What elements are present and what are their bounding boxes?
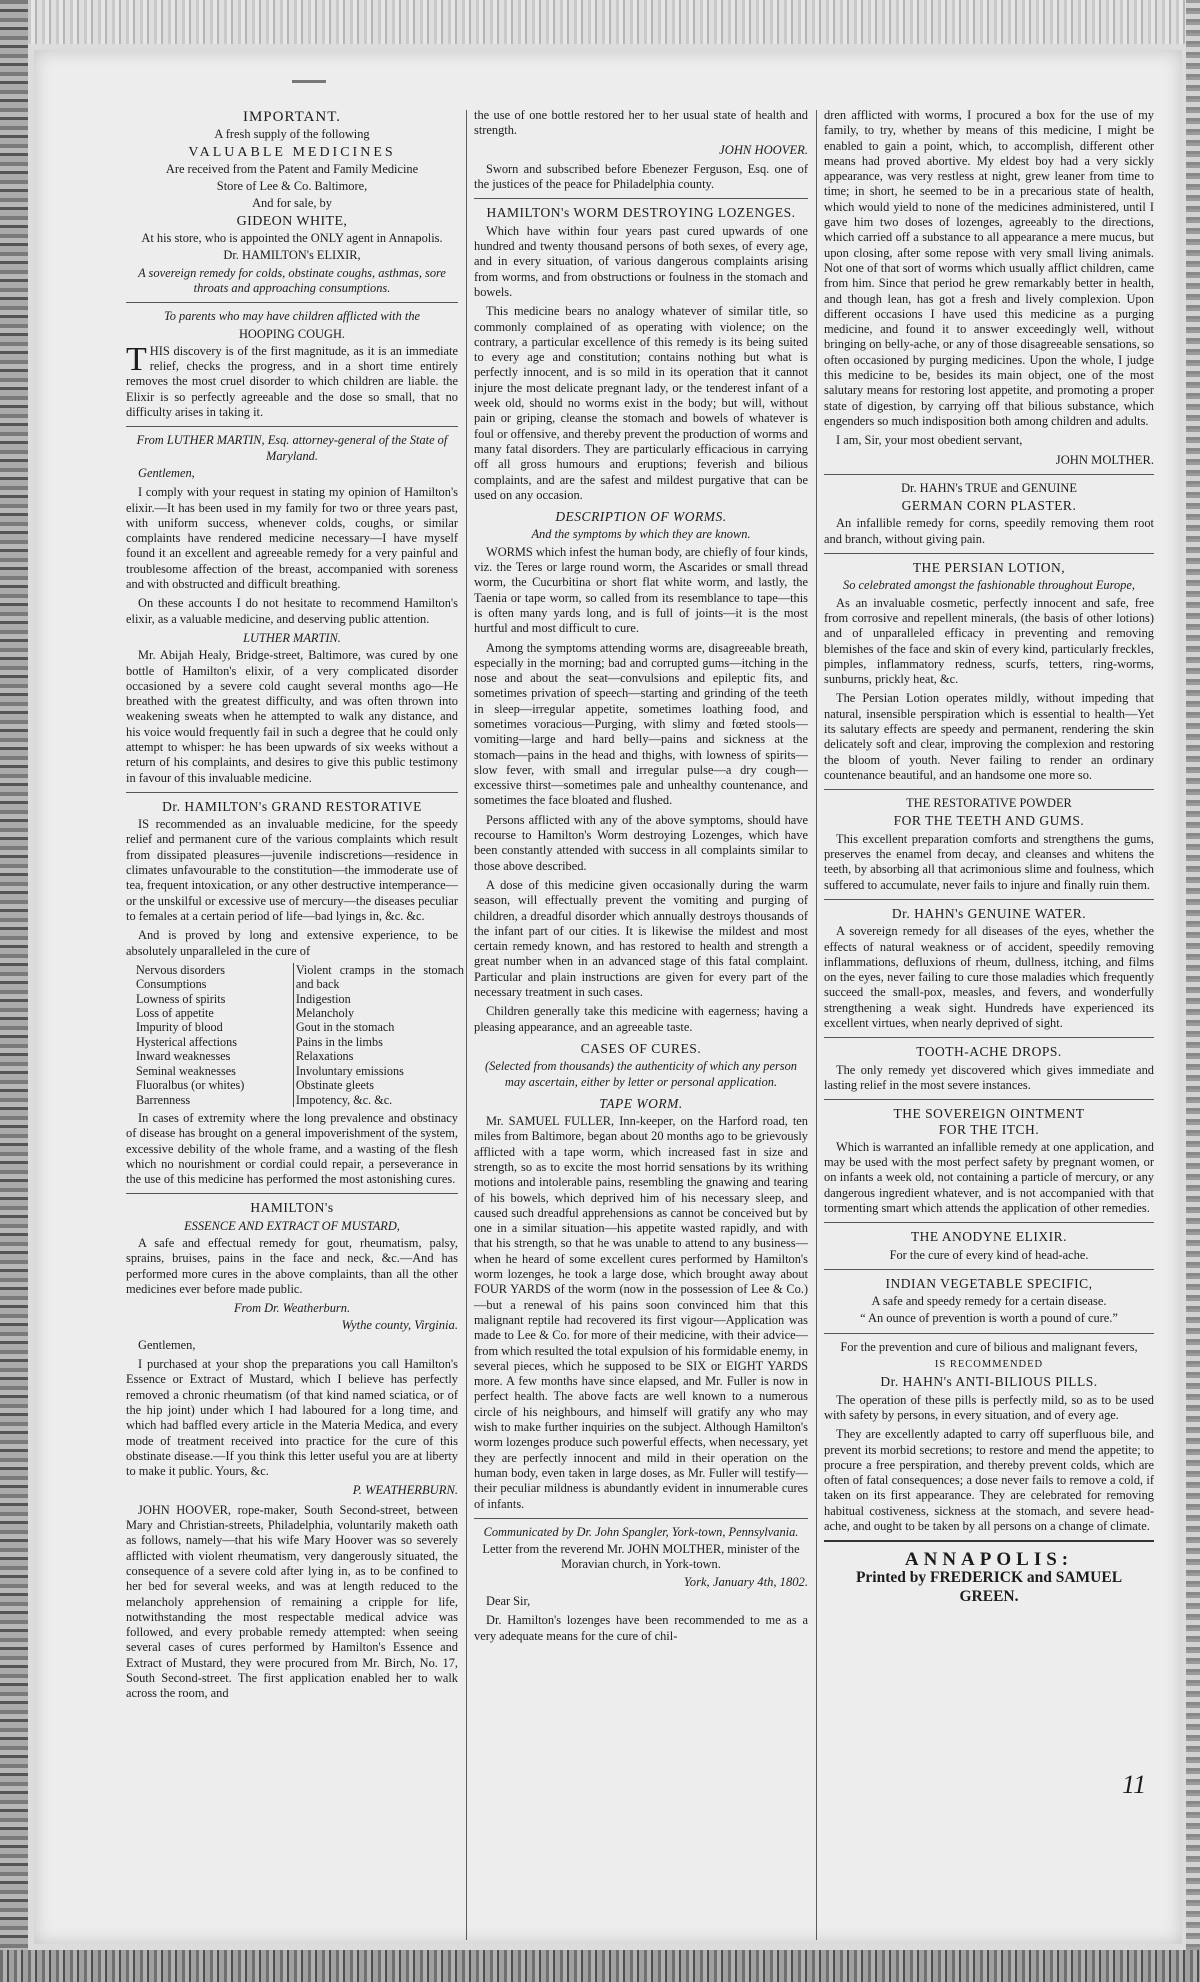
- description-of-worms-heading: DESCRIPTION OF WORMS.: [555, 509, 727, 525]
- cure-item: Seminal weaknesses: [136, 1063, 236, 1078]
- cure-item: Melancholy: [295, 1006, 355, 1021]
- hoover-affidavit-continued: the use of one bottle restored her to her usual state of health and strength.: [474, 108, 808, 138]
- persian-lotion-subheading: So celebrated amongst the fashionable throughout Europe,: [843, 578, 1135, 593]
- divider: [126, 302, 458, 303]
- divider: [824, 1540, 1154, 1542]
- divider: [824, 553, 1154, 554]
- persian-lotion-heading: THE PERSIAN LOTION,: [912, 560, 1066, 576]
- cure-item: Involuntary emissions: [295, 1063, 404, 1078]
- worm-text: This medicine bears no analogy whatever of similar title, so commonly complained of as operating with violence; on the contrary, a particular excellence of this remedy is its being suited to every age and constitution; contains nothing but what is perfectly innocent, and is so mild in its operation that it cannot injure the most delicate pregnant lady, or the tenderest infant of a week old, should no worms exist in the body; but will, without pain or griping, cleanse the stomach and bowels of whatever is foul or offensive, and thereby prevent the production of worms and many fatal disorders. They are particularly efficacious in carrying off all gross humours and eruptions; feverish and bilious complaints, and are the safest and mildest purgative that can be used on any occasion.: [474, 304, 808, 502]
- hooping-cough-heading: HOOPING COUGH.: [238, 326, 345, 341]
- page-edge-bottom: [0, 1950, 1200, 1982]
- ad-line: A fresh supply of the following: [214, 127, 370, 142]
- parents-note: To parents who may have children afflicted with the: [163, 309, 421, 324]
- mustard-subheading: ESSENCE AND EXTRACT OF MUSTARD,: [184, 1218, 400, 1233]
- divider: [824, 474, 1154, 475]
- salutation: Gentlemen,: [138, 1337, 196, 1352]
- cure-item: Relaxations: [295, 1049, 354, 1064]
- cure-item: Pains in the limbs: [295, 1034, 383, 1049]
- pills-text: They are excellently adapted to carry off superfluous bile, and prevent its morbid secretions; to restore and mend the appetite; to procure a free perspiration, and thereby prevent colds, which are often of fatal consequences; a dose never fails to remove a cold, if taken on its first appearance. They are celebrated for removing habitual costiveness, sickness at the stomach, and severe head-ache, and ought to be taken by all persons on a change of climate.: [824, 1427, 1154, 1534]
- genuine-water-heading: Dr. HAHN's GENUINE WATER.: [891, 905, 1087, 921]
- imprint-printer: Printed by FREDERICK and SAMUEL: [855, 1568, 1123, 1586]
- divider: [824, 1333, 1154, 1334]
- ad-line: Are received from the Patent and Family Medicine: [165, 161, 419, 176]
- divider: [824, 789, 1154, 790]
- page-edge-right: [1186, 0, 1200, 1982]
- cure-item: Obstinate gleets: [295, 1078, 375, 1093]
- cure-item: Indigestion: [295, 991, 351, 1006]
- powder-text: This excellent preparation comforts and strengthens the gums, preserves the enamel from decay, and cleanses and whitens the teeth, by absorbing all that acrimonious slime and foulness, which suffered to accumulate, never fails to injure and finally ruin them.: [824, 831, 1154, 892]
- drop-cap: T: [126, 340, 147, 378]
- divider: [824, 1269, 1154, 1270]
- powder-preheading: THE RESTORATIVE POWDER: [906, 796, 1072, 811]
- cure-item: Inward weaknesses: [136, 1049, 231, 1064]
- healy-testimonial: Mr. Abijah Healy, Bridge-street, Baltimore, was cured by one bottle of Hamilton's elixir, of a very complicated disorder occasioned by a severe cold caught several months ago—He breathed with the greatest difficulty, and was often thrown into weakening sweats when he attempted to walk any distance, and his voice would frequently fail in such a degree that he could only attempt to whisper: he has been upwards of six weeks without a return of his complaints, and desires to give this public testimony in favour of this invaluable medicine.: [126, 648, 458, 785]
- martin-letter: I comply with your request in stating my opinion of Hamilton's elixir.—It has been used in my family for two or three years past, with uniform success, whenever colds, coughs, or similar complaints have rendered medicine necessary—I have myself found it an excellent and agreeable remedy for a very painful and troublesome affection of the breast, accompanied with soreness and with obstructed and difficult breathing.: [126, 485, 458, 592]
- indian-specific-heading: INDIAN VEGETABLE SPECIFIC,: [885, 1275, 1093, 1291]
- worms-description: WORMS which infest the human body, are chiefly of four kinds, viz. the Teres or large round worm, the Ascarides or small thread worm, the Cucurbitina or short flat white worm, and lastly, the Taenia or tape worm, so called from its resemblance to tape—this is often many yards long, and is full of joints—it is the most hurtful and most difficult to cure.: [474, 544, 808, 636]
- cure-item: Nervous disorders: [136, 962, 226, 977]
- molther-letter-continued: dren afflicted with worms, I procured a box for the use of my family, to try, whether by means of this medicine, I might be enabled to gain a point, which, to accomplish, different other means had proved abortive. My eldest boy had a very sickly appearance, was very restless at night, grew leaner from time to time; in short, he seemed to be in a precarious state of health, which would yield to none of the medicines administered, until I gave him two doses of lozenges, agreeably to the directions, which carried off a substance to all appearance a mere mucus, but upon closing, after some repose with very small living animals. Not one of that sort of worms which usually afflict children, came from him. Since that period he grew remarkably better in health, and though lean, has got a fresh and lively complexion. Upon different occasions I have used this medicine as a purging medicine, and found it to answer exceedingly well, without bringing on belly-ache, or any of those disagreeable sensations, so often occasioned by purging medicines. Upon the whole, I judge this medicine to be, besides its main object, one of the most salutary means for restoring lost appetite, and promoting a proper state of digestion, by carrying off that bilious substance, which engenders so much indisposition both among children and adults.: [824, 108, 1154, 428]
- cure-item: Hysterical affections: [136, 1034, 237, 1049]
- hoover-signature: JOHN HOOVER.: [719, 142, 808, 157]
- seller-name: GIDEON WHITE,: [236, 213, 348, 229]
- valuable-medicines-heading: VALUABLE MEDICINES: [188, 144, 396, 160]
- persian-lotion-text: As an invaluable cosmetic, perfectly innocent and safe, free from corrosive and repellent minerals, (the basis of other lotions) and of unparalleled efficacy in preventing and removing blemishes of the face and skin of every kind, particularly freckles, pimples, inflammatory redness, scurfs, tetters, ring-worms, sunburns, prickly heat, &c.: [824, 595, 1154, 687]
- cures-table: [134, 963, 466, 1107]
- indian-specific-text: A safe and speedy remedy for a certain disease.: [871, 1294, 1107, 1309]
- pills-text: The operation of these pills is perfectly mild, so as to be used with safety by persons, in every situation, and of every age.: [824, 1392, 1154, 1422]
- salutation: Gentlemen,: [138, 465, 195, 480]
- cure-item: Lowness of spirits: [136, 991, 226, 1006]
- weatherburn-signature: P. WEATHERBURN.: [352, 1483, 458, 1498]
- persian-lotion-text: The Persian Lotion operates mildly, without impeding that natural, insensible perspiration which is essential to health—Yet its salutary effects are speedy and permanent, rendering the skin delicately soft and clear, improving the complexion and restoring the bloom of youth. Never failing to render an ordinary countenance beautiful, and an handsome one more so.: [824, 691, 1154, 782]
- column-rule-right: [816, 110, 817, 1940]
- hooping-paragraph: [126, 340, 458, 420]
- restorative-text: And is proved by long and extensive experience, to be absolutely unparalleled in the cure of: [126, 928, 458, 958]
- corn-plaster-heading: GERMAN CORN PLASTER.: [901, 498, 1077, 514]
- ointment-text: Which is warranted an infallible remedy at one application, and may be used with the most perfect safety by pregnant women, or on infants a week old, not containing a particle of mercury, or any dangerous ingredient whatever, and is not accompanied with that tormenting smart which attends the application of other remedies.: [824, 1139, 1154, 1215]
- sworn-statement: Sworn and subscribed before Ebenezer Ferguson, Esq. one of the justices of the peace for Philadelphia county.: [474, 161, 808, 192]
- divider: [824, 1099, 1154, 1100]
- page-edge-top: [0, 0, 1200, 44]
- elixir-heading: Dr. HAMILTON's ELIXIR,: [223, 248, 361, 263]
- letter-date: York, January 4th, 1802.: [683, 1574, 808, 1589]
- molther-signature: JOHN MOLTHER.: [1055, 452, 1154, 467]
- molther-letter: Dr. Hamilton's lozenges have been recommended to me as a very adequate means for the cure of chil-: [474, 1613, 808, 1643]
- restorative-heading: Dr. HAMILTON's GRAND RESTORATIVE: [162, 798, 422, 814]
- cure-item: Consumptions: [136, 977, 207, 992]
- tooth-ache-heading: TOOTH-ACHE DROPS.: [916, 1044, 1062, 1060]
- cases-heading: CASES OF CURES.: [580, 1040, 702, 1056]
- hoover-affidavit: JOHN HOOVER, rope-maker, South Second-street, between Mary and Christian-streets, Philadelphia, voluntarily maketh oath as follows, namely—that his wife Mary Hoover was so severely afflicted with violent rheumatism, very dangerously situated, the consequence of a severe cold after lying in, as to be confined to her bed for several weeks, and was at length reduced to the melancholy apprehension of remaining a cripple for life, notwithstanding the most respectable medical advice was followed, and every probable remedy attempted: when seeing several cases of cures performed by Hamilton's Essence and Extract of Mustard, they were procured from Mr. Birch, No. 17, South Second-street. The first application enabled her to walk across the room, and: [126, 1502, 458, 1701]
- handwritten-page-mark: 11: [1122, 1770, 1147, 1799]
- ointment-heading: FOR THE ITCH.: [938, 1121, 1040, 1137]
- worms-description: Children generally take this medicine with eagerness; having a pleasing appearance, and an agreeable taste.: [474, 1004, 808, 1034]
- column-3: [824, 108, 1154, 1606]
- mustard-text: A safe and effectual remedy for gout, rheumatism, palsy, sprains, bruises, pains in the face and neck, &c.—And has performed more cures in the above complaints, than all the other medicines ever before made public.: [126, 1235, 458, 1296]
- tape-worm-case: Mr. SAMUEL FULLER, Inn-keeper, on the Harford road, ten miles from Baltimore, began about 20 months ago to be grievously afflicted with a tape worm, which increased fast in size and strength, so as to excite the most horrid sensations by its writhing motions and intolerable pains, resembling the gnawing and tearing of his bowels, which deprived him of his necessary sleep, and caused such dreadful apprehensions as cannot be conceived but by one in a similar situation—his appetite wasted rapidly, and with that his strength, so that he was unable to attend to any business—when he heard of some excellent cures performed by Hamilton's worm lozenges, he took a large dose, which brought away about FOUR YARDS of the worm (now in the possession of Lee & Co.)—but a renewal of his pains soon convinced him that this malignant reptile had recovered its first vigour—Application was made to Lee & Co. for more of their medicine, with their advice—from which resulted the total expulsion of his formidable enemy, in several pieces, which he supposed to be SIX or EIGHT YARDS more. A few months have since elapsed, and Mr. Fuller is now in perfect health. The above facts are well known to a numerous circle of his neighbours, and himself will gratify any who may wish to make further inquiries on the subject. Although Hamilton's worm lozenges produce such powerful effects, when necessary, yet they are perfectly innocent and mild in their operation on the human body, even taken in large doses, as Mr. Fuller will testify—their peculiar mildness is abundantly evident in innumerable cures of infants.: [474, 1114, 809, 1511]
- salutation: Dear Sir,: [486, 1594, 531, 1609]
- ointment-heading: THE SOVEREIGN OINTMENT: [893, 1106, 1085, 1122]
- column-2: [474, 108, 808, 1648]
- molther-letter-heading: Letter from the reverend Mr. JOHN MOLTHER, minister of the Moravian church, in York-town.: [482, 1542, 800, 1572]
- powder-heading: FOR THE TEETH AND GUMS.: [893, 813, 1085, 829]
- cure-item: Impurity of blood: [136, 1020, 223, 1035]
- worm-lozenges-heading: HAMILTON's WORM DESTROYING LOZENGES.: [486, 205, 796, 221]
- important-heading: IMPORTANT.: [242, 109, 342, 125]
- ad-line: Store of Lee & Co. Baltimore,: [216, 179, 368, 194]
- worms-description: Persons afflicted with any of the above symptoms, should have recourse to Hamilton's Worm destroying Lozenges, which have been constantly attended with success in all complaints similar to those above described.: [474, 812, 808, 873]
- cure-item: Impotency, &c. &c.: [295, 1092, 393, 1107]
- divider: [126, 792, 458, 793]
- corn-plaster-text: An infallible remedy for corns, speedily removing them root and branch, without giving pain.: [824, 516, 1154, 546]
- divider: [474, 1518, 808, 1519]
- communicated-by: Communicated by Dr. John Spangler, York-town, Pennsylvania.: [483, 1524, 799, 1539]
- martin-signature: LUTHER MARTIN.: [243, 630, 341, 645]
- divider: [126, 426, 458, 427]
- weatherburn-letter: I purchased at your shop the preparations you call Hamilton's Essence or Extract of Mustard, which I believe has perfectly removed a chronic rheumatism (of that kind named sciatica, or of the hip joint) under which I had laboured for a long time, and which had baffled every article in the Materia Medica, and every mode of treatment received into practice for the cure of this obstinate disease.—If you think this letter useful you are at liberty to make it public. Yours, &c.: [126, 1357, 458, 1479]
- letter-closing: I am, Sir, your most obedient servant,: [836, 433, 1023, 448]
- martin-letter: On these accounts I do not hesitate to recommend Hamilton's elixir, as a valuable medicine, and deserving public attention.: [126, 596, 458, 626]
- bilious-intro: For the prevention and cure of bilious and malignant fevers,: [840, 1339, 1138, 1354]
- page-edge-left: [0, 0, 28, 1982]
- anodyne-heading: THE ANODYNE ELIXIR.: [910, 1229, 1068, 1245]
- column-1: [126, 108, 464, 1706]
- anti-bilious-pills-heading: Dr. HAHN's ANTI-BILIOUS PILLS.: [880, 1374, 1098, 1390]
- martin-attribution: From LUTHER MARTIN, Esq. attorney-general of the State of Maryland.: [136, 433, 448, 463]
- recommended-label: IS RECOMMENDED: [934, 1359, 1044, 1371]
- imprint-printer: GREEN.: [959, 1587, 1019, 1605]
- worms-description: Among the symptoms attending worms are, disagreeable breath, especially in the morning; bad and corrupted gums—itching in the nose and about the seat—convulsions and epileptic fits, and sometimes privation of speech—starting and grinding of the teeth in sleep—irregular appetite, sometimes loathing food, and sometimes voracious—Purging, with slimy and fœted stools—vomiting—large and hard belly—pains and sickness at the stomach—pains in the head and thighs, with lowness of spirits—slow fever, with small and irregular pulse—a dry cough—excessive thirst—sometimes pale and unhealthy countenance, and sometimes the face bloated and flushed.: [474, 640, 808, 808]
- worm-text: Which have within four years past cured upwards of one hundred and twenty thousand persons of both sexes, of every age, and in every situation, of various dangerous complaints arising from worms, and from obstructions or foulness in the stomach and bowels.: [474, 223, 808, 299]
- cure-item: Gout in the stomach: [295, 1020, 395, 1035]
- worms-description: A dose of this medicine given occasionally during the warm season, will effectually prevent the vomiting and purging of children, a dreadful disorder which annually destroys thousands of the infant part of our cities. It is likewise the mildest and most certain remedy known, and has restored to health and strength a great number when in an advanced stage of this fatal complaint. Particular and plain instructions are given for every part of the necessary treatment in such cases.: [474, 877, 808, 1000]
- corn-plaster-preheading: Dr. HAHN's TRUE and GENUINE: [901, 480, 1077, 495]
- tooth-ache-text: The only remedy yet discovered which gives immediate and lasting relief in the most severe instances.: [824, 1062, 1154, 1092]
- anodyne-text: For the cure of every kind of head-ache.: [889, 1247, 1089, 1262]
- description-subheading: And the symptoms by which they are known.: [531, 527, 751, 542]
- elixir-subheading: A sovereign remedy for colds, obstinate coughs, asthmas, sore throats and approaching consumptions.: [138, 265, 446, 295]
- column-rule-left: [466, 110, 467, 1940]
- divider: [824, 899, 1154, 900]
- cure-item: Loss of appetite: [136, 1006, 214, 1021]
- divider: [824, 1037, 1154, 1038]
- indian-specific-motto: “ An ounce of prevention is worth a pound of cure.”: [860, 1311, 1118, 1326]
- cure-item: Violent cramps in the stomach and back: [295, 962, 464, 992]
- divider: [126, 1193, 458, 1194]
- cures-right-column: [293, 963, 466, 1107]
- header-mark: [292, 80, 326, 83]
- cases-subheading: (Selected from thousands) the authenticity of which any person may ascertain, either by letter or personal application.: [485, 1059, 797, 1089]
- divider: [824, 1222, 1154, 1223]
- ad-line: At his store, who is appointed the ONLY agent in Annapolis.: [141, 231, 443, 246]
- weatherburn-attribution: From Dr. Weatherburn.: [233, 1301, 351, 1316]
- mustard-heading: HAMILTON's: [250, 1200, 334, 1216]
- ad-line: And for sale, by: [252, 196, 332, 211]
- cure-item: Barrenness: [136, 1092, 191, 1107]
- divider: [474, 198, 808, 199]
- cures-left-column: [134, 963, 293, 1107]
- cure-item: Fluoralbus (or whites): [136, 1078, 245, 1093]
- restorative-text: IS recommended as an invaluable medicine, for the speedy relief and permanent cure of the various complaints which result from dissipated pleasures—juvenile indiscretions—residence in climates unfavourable to the constitution—the immoderate use of tea, frequent intoxication, or any other destructive intemperance—or the unskilful or excessive use of mercury—the diseases peculiar to females at a certain period of life—bad lyings in, &c. &c.: [126, 817, 458, 923]
- imprint-place: ANNAPOLIS:: [904, 1549, 1074, 1571]
- extremity-text: In cases of extremity where the long prevalence and obstinacy of disease has brought on a general impoverishment of the system, excessive debility of the whole frame, and a wasting of the flesh which no nourishment or cordial could repair, a perseverance in the use of this medicine has performed the most astonishing cures.: [126, 1110, 458, 1187]
- tape-worm-heading: TAPE WORM.: [599, 1095, 683, 1111]
- paragraph-text: HIS discovery is of the first magnitude, as it is an immediate relief, checks the progress, and in a short time entirely removes the most cruel disorder to which children are liable. the Elixir is so perfectly agreeable and the dose so small, that no difficulty arises in taking it.: [126, 343, 458, 420]
- genuine-water-text: A sovereign remedy for all diseases of the eyes, whether the effects of natural weakness or of accident, speedily removing inflammations, defluxions of rheum, dullness, itching, and films on the eyes, never failing to cure those maladies which frequently succeed the small-pox, measles, and fevers, and wonderfully strengthening a weak sight. Hundreds have experienced its excellent virtues, when nearly deprived of sight.: [824, 924, 1154, 1031]
- weatherburn-location: Wythe county, Virginia.: [341, 1318, 458, 1333]
